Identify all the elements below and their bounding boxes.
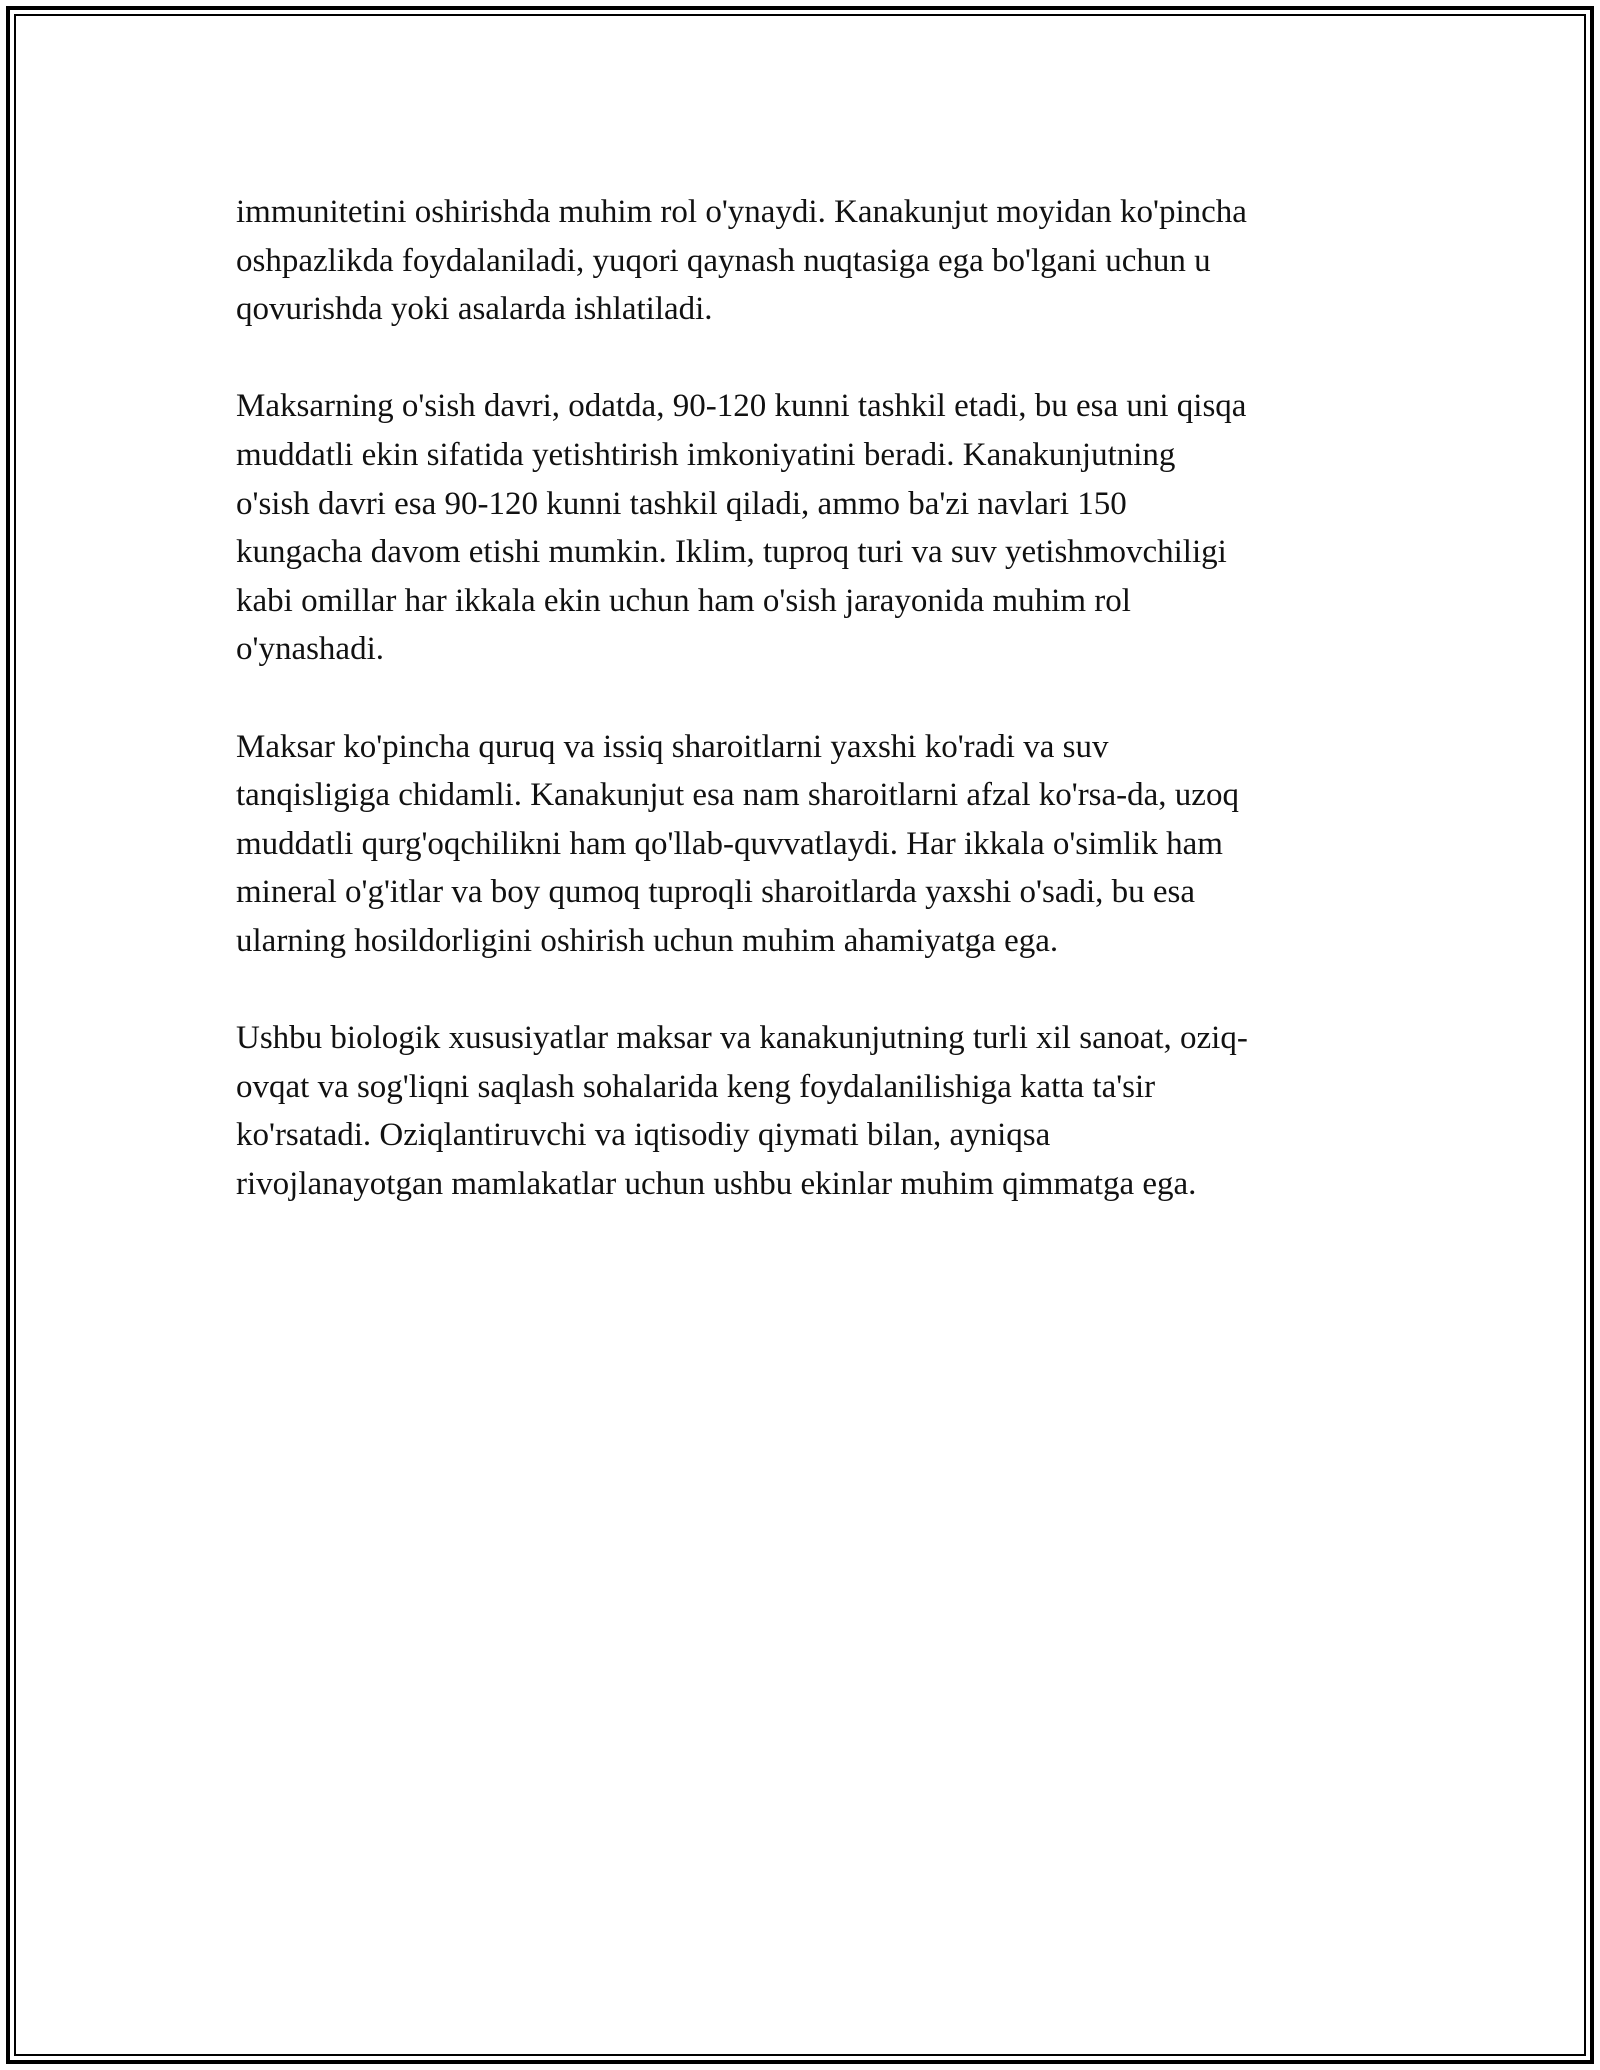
- paragraph-2: Maksarning o'sish davri, odatda, 90-120 kunni tashkil etadi, bu esa uni qisqa muddatli ekin sifatida yetishtirish imkoniyatini beradi. Kanakunjutning o'sish davri esa 90-120 kunni tashkil qiladi, ammo ba'zi navlari 150 kungacha davom etishi mumkin. Iklim, tuproq turi va suv yetishmovchiligi kabi omillar har ikkala ekin uchun ham o'sish jarayonida muhim rol o'ynashadi.: [236, 388, 1247, 668]
- paragraph-3: Maksar ko'pincha quruq va issiq sharoitlarni yaxshi ko'radi va suv tanqisligiga chidamli. Kanakunjut esa nam sharoitlarni afzal ko'rsa-da, uzoq muddatli qurg'oqchilikni ham qo'llab-quvvatlaydi. Har ikkala o'simlik ham mineral o'g'itlar va boy qumoq tuproqli sharoitlarda yaxshi o'sadi, bu esa ularning hosildorligini oshirish uchun muhim ahamiyatga ega.: [236, 728, 1239, 959]
- paragraph-4: Ushbu biologik xususiyatlar maksar va kanakunjutning turli xil sanoat, oziq- ovqat va sog'liqni saqlash sohalarida keng foydalanilishiga katta ta'sir ko'rsatadi. Oziqlantiruvchi va iqtisodiy qiymati bilan, ayniqsa rivojlanayotgan mamlakatlar uchun ushbu ekinlar muhim qimmatga ega.: [236, 1020, 1248, 1202]
- document-body: [236, 188, 1366, 1257]
- paragraph-1: immunitetini oshirishda muhim rol o'ynaydi. Kanakunjut moyidan ko'pincha oshpazlikda foydalaniladi, yuqori qaynash nuqtasiga ega bo'lgani uchun u qovurishda yoki asalarda ishlatiladi.: [236, 194, 1247, 328]
